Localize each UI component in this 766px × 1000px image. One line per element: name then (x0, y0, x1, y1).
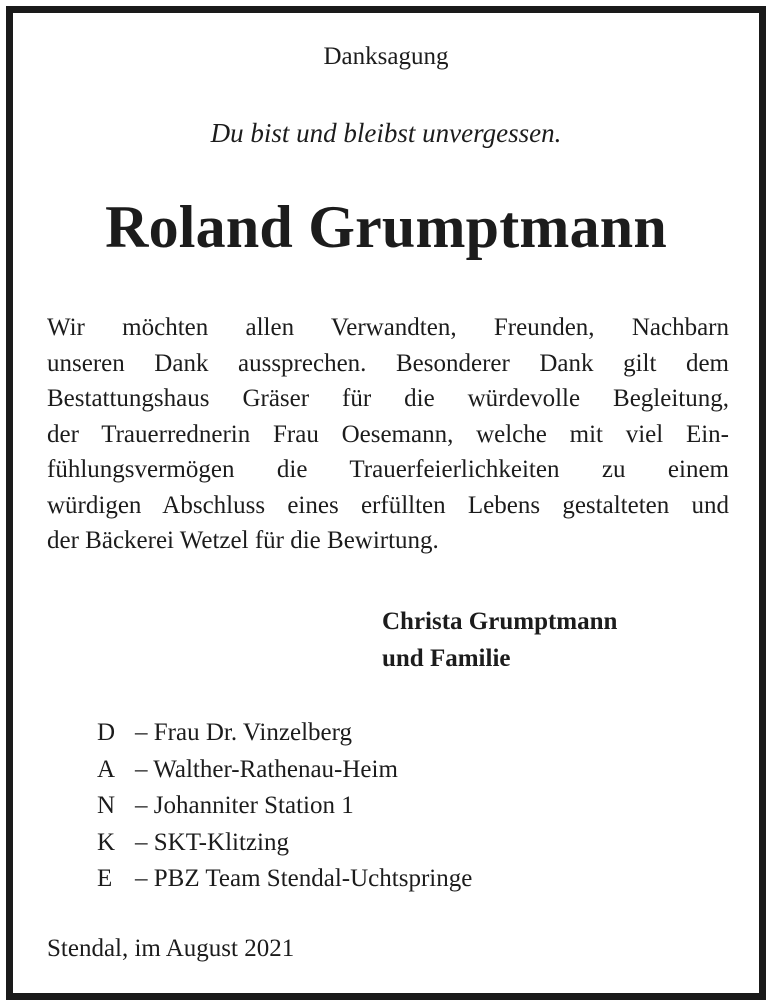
acrostic-letter: E (97, 865, 113, 892)
acrostic-text: – PBZ Team Stendal-Uchtspringe (135, 865, 473, 892)
acrostic-row (97, 788, 472, 825)
acrostic-letter: D (97, 719, 116, 746)
body-line: fühlungsvermögen die Trauerfeierlichkeiten zu einem (47, 456, 729, 483)
acrostic-letter: A (97, 755, 116, 783)
body-line: Wir möchten allen Verwandten, Freunden, Nachbarn (47, 314, 729, 341)
signature (382, 603, 617, 677)
body-text (47, 310, 729, 559)
acrostic-text: – Johanniter Station 1 (135, 792, 354, 819)
acrostic-letter: K (97, 828, 116, 856)
deceased-name: Roland Grumptmann (105, 194, 667, 260)
acrostic-text: – Walther-Rathenau-Heim (135, 755, 398, 783)
acrostic-row (97, 825, 472, 862)
body-line: würdigen Abschluss eines erfüllten Lebens gestalteten und (47, 491, 729, 519)
body-line: der Trauerrednerin Frau Oesemann, welche mit viel Ein- (47, 420, 729, 448)
notice-heading: Danksagung (323, 43, 449, 70)
signature-line: Christa Grumptmann (382, 608, 618, 635)
acrostic-text: – Frau Dr. Vinzelberg (135, 719, 352, 746)
body-line: Bestattungshaus Gräser für die würdevolle Begleitung, (47, 385, 729, 412)
acrostic-text: – SKT-Klitzing (135, 828, 289, 856)
acrostic-row (97, 715, 472, 752)
acrostic-list (97, 715, 472, 898)
notice-frame (6, 6, 766, 1000)
body-line: unseren Dank aussprechen. Besonderer Dank gilt dem (47, 349, 729, 377)
signature-line: und Familie (382, 645, 511, 672)
acrostic-row (97, 752, 472, 789)
acrostic-letter: N (97, 792, 116, 819)
motto: Du bist und bleibst unvergessen. (210, 118, 562, 148)
acrostic-row (97, 861, 472, 898)
place-date: Stendal, im August 2021 (47, 935, 295, 962)
body-line: der Bäckerei Wetzel für die Bewirtung. (47, 527, 439, 554)
